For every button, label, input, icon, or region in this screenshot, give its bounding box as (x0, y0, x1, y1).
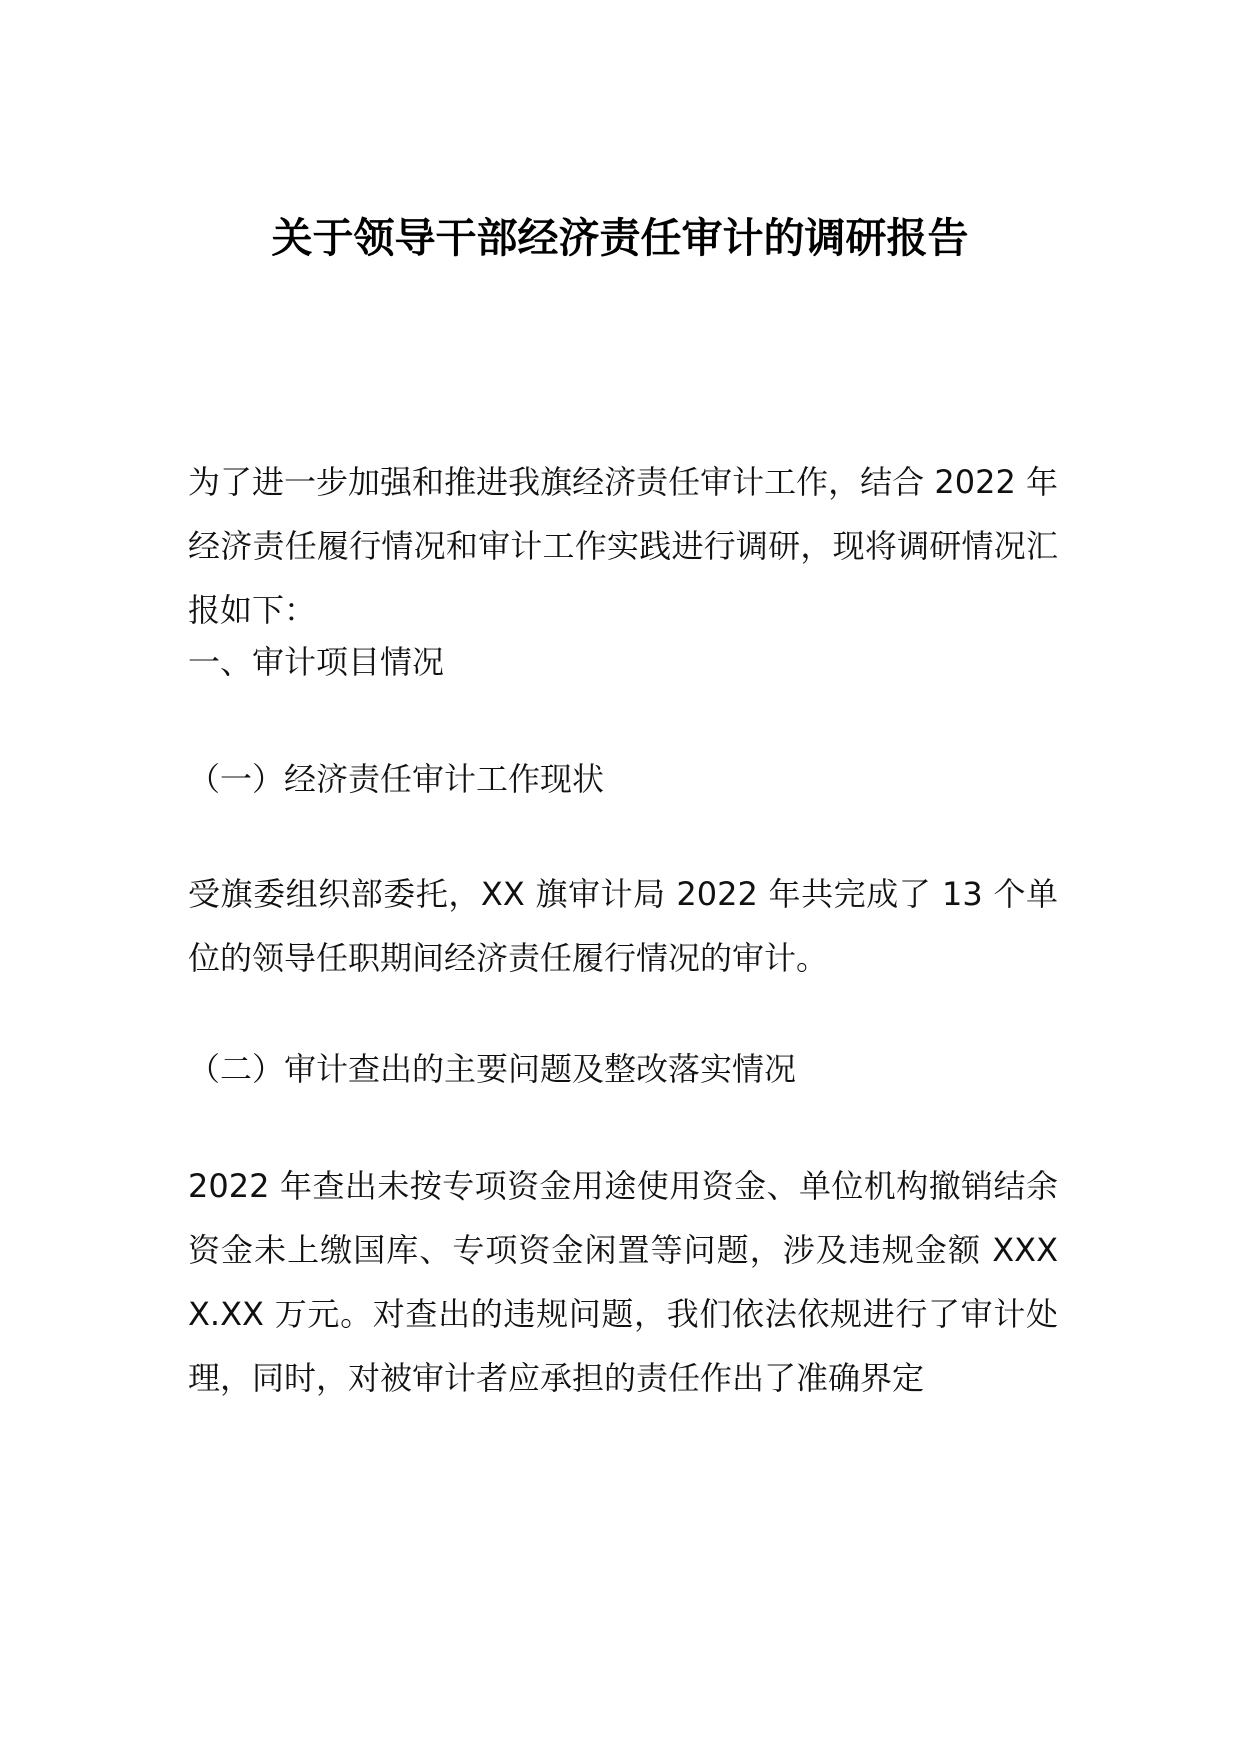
subsection-1-heading: （一）经济责任审计工作现状 (188, 760, 605, 798)
subsection-2-paragraph: 2022 年查出未按专项资金用途使用资金、单位机构撤销结余资金未上缴国库、专项资金闲置等问题，涉及违规金额 XXXX.XX 万元。对查出的违规问题，我们依法依规进行了审计处理，同时，对被审计者应承担的责任作出了准确界定 (188, 1167, 1058, 1397)
subsection-2-body-block (188, 1154, 1058, 1410)
section-1-block (188, 630, 1058, 694)
intro-paragraph: 为了进一步加强和推进我旗经济责任审计工作，结合 2022 年经济责任履行情况和审计工作实践进行调研，现将调研情况汇报如下： (188, 463, 1058, 629)
subsection-2-block (188, 1037, 1058, 1101)
subsection-1-block (188, 747, 1058, 811)
subsection-1-paragraph: 受旗委组织部委托，XX 旗审计局 2022 年共完成了 13 个单位的领导任职期间经济责任履行情况的审计。 (188, 875, 1058, 977)
document-title: 关于领导干部经济责任审计的调研报告 (271, 214, 969, 262)
subsection-1-body-block (188, 862, 1058, 990)
intro-paragraph-block (188, 450, 1058, 642)
section-1-heading: 一、审计项目情况 (188, 643, 445, 681)
subsection-2-heading: （二）审计查出的主要问题及整改落实情况 (188, 1050, 797, 1088)
